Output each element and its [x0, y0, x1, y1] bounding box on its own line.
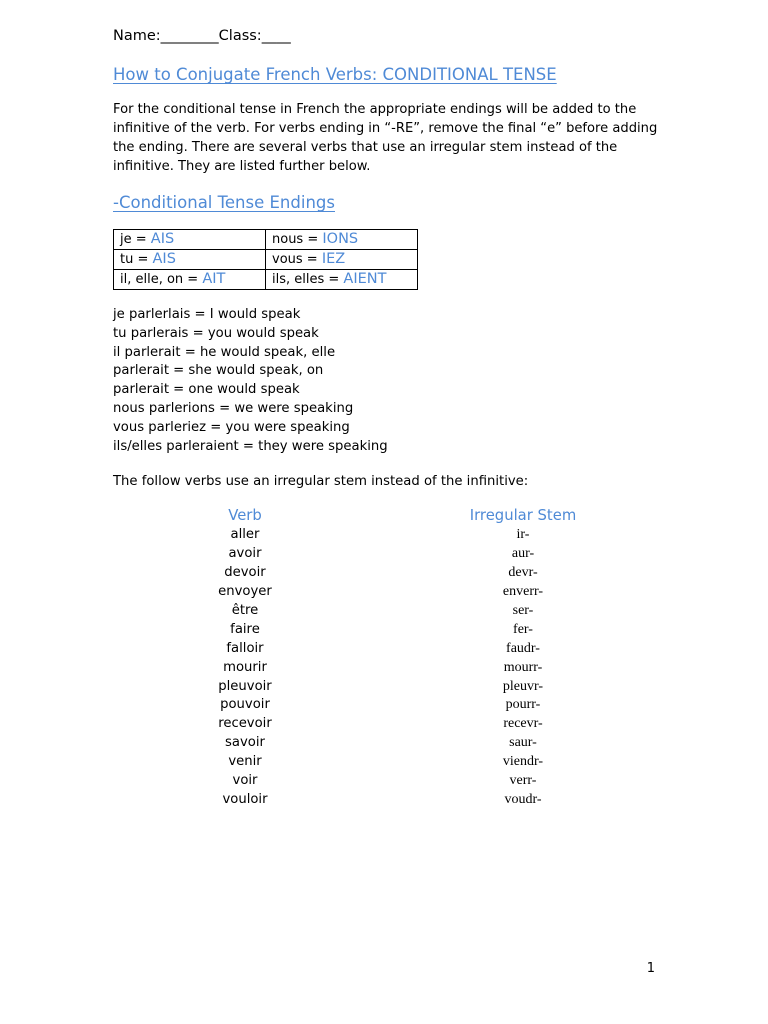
- ending-value: IEZ: [321, 251, 346, 267]
- table-cell: [266, 230, 418, 250]
- verb-item: voir: [232, 773, 258, 789]
- endings-table: [113, 229, 418, 290]
- example-line: vous parleriez = you were speaking: [113, 419, 350, 435]
- verb-column-header: Verb: [228, 507, 262, 524]
- stem-item: ser-: [512, 602, 534, 618]
- page-number: 1: [646, 961, 655, 976]
- stem-item: saur-: [509, 735, 537, 751]
- stem-item: ir-: [516, 527, 530, 542]
- example-line: parlerait = she would speak, on: [113, 363, 324, 379]
- verb-item: faire: [230, 621, 260, 637]
- pronoun-label: ils, elles =: [272, 272, 344, 287]
- verb-item: recevoir: [218, 716, 272, 732]
- table-row: [114, 230, 418, 250]
- example-line: il parlerait = he would speak, elle: [113, 344, 336, 360]
- ending-value: AIT: [202, 271, 226, 287]
- ending-value: AIS: [150, 231, 175, 247]
- intro-paragraph: For the conditional tense in French the appropriate endings will be added to the infinitive of the verb. For verbs ending in “-RE”, remove the final “e” before adding the ending. There are several verbs that use an irregular stem instead of the infinitive. They are listed further below.: [113, 102, 658, 174]
- verb-item: aller: [230, 527, 260, 542]
- verb-item: devoir: [224, 564, 266, 580]
- stem-item: devr-: [508, 564, 538, 580]
- table-cell: [114, 250, 266, 270]
- verb-item: falloir: [226, 640, 264, 656]
- ending-value: AIS: [152, 251, 176, 267]
- pronoun-label: tu =: [120, 252, 153, 267]
- verb-item: vouloir: [222, 792, 268, 808]
- page-title: How to Conjugate French Verbs: CONDITIONAL TENSE: [113, 65, 557, 84]
- examples-list: [113, 306, 388, 456]
- table-cell: [114, 270, 266, 290]
- verb-item: pouvoir: [220, 697, 270, 713]
- irregular-intro: The follow verbs use an irregular stem instead of the infinitive:: [113, 474, 529, 489]
- verb-item: envoyer: [218, 583, 272, 599]
- stem-item: fer-: [513, 621, 533, 637]
- table-row: [114, 250, 418, 270]
- stem-item: faudr-: [506, 640, 540, 656]
- stem-item: mourr-: [503, 659, 543, 675]
- stem-item: pleuvr-: [502, 678, 544, 694]
- stem-item: pourr-: [505, 697, 541, 713]
- verb-item: mourir: [223, 659, 267, 675]
- example-line: parlerait = one would speak: [113, 382, 300, 398]
- pronoun-label: je =: [120, 232, 151, 247]
- stem-item: enverr-: [502, 583, 544, 599]
- verb-item: être: [231, 602, 259, 618]
- example-line: ils/elles parleraient = they were speaking: [113, 438, 388, 454]
- name-class-line: Name:________Class:____: [113, 28, 291, 44]
- stem-column: [473, 526, 573, 810]
- example-line: je parlerlais = I would speak: [113, 307, 301, 322]
- stem-item: voudr-: [504, 792, 542, 808]
- ending-value: IONS: [322, 231, 359, 247]
- table-cell: [266, 270, 418, 290]
- stem-column-header: Irregular Stem: [469, 507, 577, 524]
- ending-value: AIENT: [343, 271, 387, 287]
- verb-item: pleuvoir: [218, 678, 272, 694]
- stem-item: verr-: [509, 773, 537, 789]
- verb-item: savoir: [225, 735, 265, 751]
- pronoun-label: vous =: [272, 252, 322, 267]
- stem-item: recevr-: [503, 716, 543, 732]
- table-cell: [266, 250, 418, 270]
- pronoun-label: il, elle, on =: [120, 272, 203, 287]
- stem-item: aur-: [511, 545, 535, 561]
- example-line: tu parlerais = you would speak: [113, 325, 319, 341]
- pronoun-label: nous =: [272, 232, 323, 247]
- endings-heading: -Conditional Tense Endings: [113, 193, 335, 212]
- example-line: nous parlerions = we were speaking: [113, 400, 354, 416]
- table-cell: [114, 230, 266, 250]
- verb-item: venir: [228, 754, 262, 770]
- verb-item: avoir: [228, 545, 262, 561]
- table-row: [114, 270, 418, 290]
- verb-column: [195, 526, 295, 810]
- stem-item: viendr-: [502, 754, 544, 770]
